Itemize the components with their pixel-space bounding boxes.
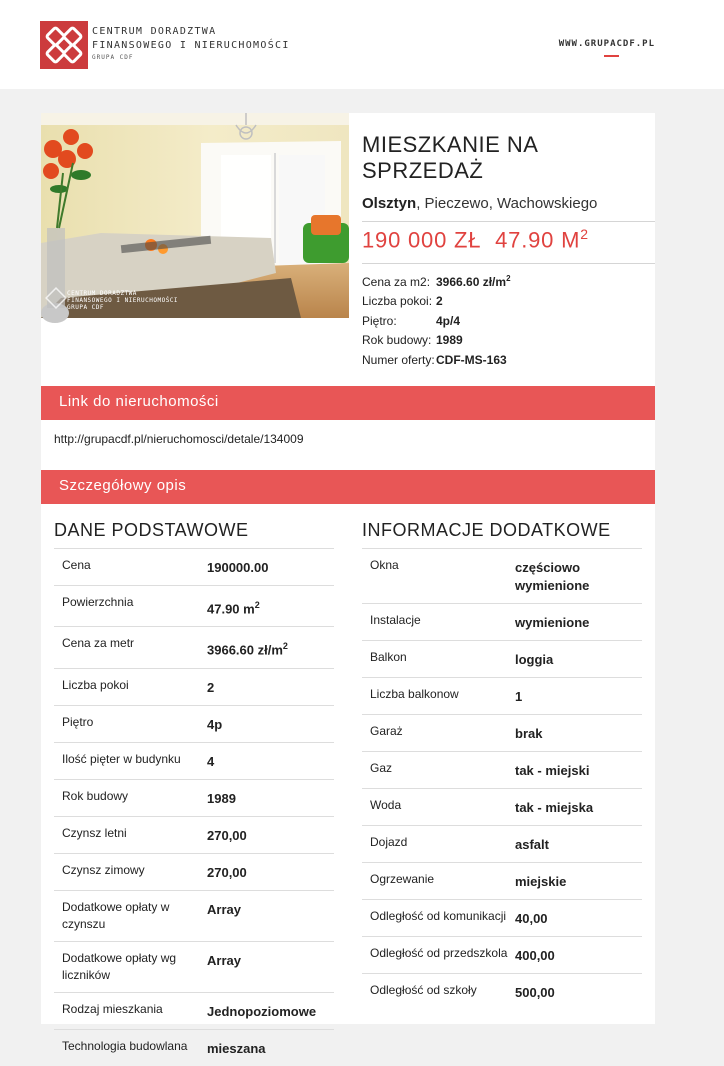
brand-name-line2: FINANSOWEGO I NIERUCHOMOŚCI bbox=[92, 40, 290, 51]
row-value: tak - miejska bbox=[515, 800, 594, 815]
fact-row bbox=[362, 311, 511, 331]
row-label: Odległość od komunikacji bbox=[370, 909, 507, 923]
fact-row bbox=[362, 331, 511, 351]
listing-location bbox=[362, 195, 597, 212]
row-value: 40,00 bbox=[515, 911, 548, 926]
listing-title-line2: SPRZEDAŻ bbox=[362, 158, 484, 183]
table-row bbox=[362, 862, 642, 899]
fact-row bbox=[362, 350, 511, 370]
listing-title bbox=[362, 132, 642, 184]
row-value: loggia bbox=[515, 652, 554, 667]
row-value: Array bbox=[207, 901, 241, 917]
row-value: asfalt bbox=[515, 837, 549, 852]
row-value: tak - miejski bbox=[515, 763, 590, 778]
location-district: , Pieczewo, Wachowskiego bbox=[416, 195, 598, 212]
row-label: Dodatkowe opłaty w czynszu bbox=[62, 899, 170, 931]
extra-info-table bbox=[362, 548, 642, 1010]
photo-watermark-line3: GRUPA CDF bbox=[67, 304, 105, 311]
row-value: 270,00 bbox=[207, 827, 247, 843]
link-section-heading: Link do nieruchomości bbox=[41, 386, 655, 420]
table-row bbox=[54, 816, 334, 853]
row-value: 1989 bbox=[207, 790, 236, 806]
divider bbox=[362, 263, 655, 264]
table-row bbox=[362, 899, 642, 936]
property-url-link[interactable]: http://grupacdf.pl/nieruchomosci/detale/134009 bbox=[54, 432, 304, 446]
fact-row bbox=[362, 292, 511, 312]
row-value: 400,00 bbox=[515, 948, 555, 963]
table-row bbox=[362, 788, 642, 825]
table-row bbox=[362, 714, 642, 751]
row-value: 3966.60 $zł/m^2$ bbox=[207, 641, 288, 658]
company-logo[interactable] bbox=[40, 21, 88, 69]
table-row bbox=[54, 1029, 334, 1066]
row-label: Instalacje bbox=[370, 613, 421, 627]
table-row bbox=[362, 603, 642, 640]
row-value: wymienione bbox=[515, 615, 590, 630]
row-label: Piętro bbox=[62, 714, 94, 729]
fact-value: CDF-MS-163 bbox=[436, 352, 507, 367]
website-link[interactable]: WWW.GRUPACDF.PL bbox=[558, 39, 655, 49]
row-value: 1 bbox=[515, 689, 523, 704]
row-label: Gaz bbox=[370, 761, 393, 775]
table-row bbox=[54, 626, 334, 667]
table-row bbox=[54, 890, 334, 941]
quick-facts bbox=[362, 272, 511, 370]
divider bbox=[362, 221, 655, 222]
location-city: Olsztyn bbox=[362, 195, 417, 212]
extra-info-heading: INFORMACJE DODATKOWE bbox=[362, 520, 611, 540]
row-label: Liczba balkonow bbox=[370, 687, 459, 701]
table-row bbox=[54, 853, 334, 890]
table-row bbox=[54, 941, 334, 992]
row-label: Czynsz letni bbox=[62, 825, 127, 840]
row-value: 500,00 bbox=[515, 985, 555, 1000]
table-row bbox=[54, 742, 334, 779]
row-label: Woda bbox=[370, 798, 402, 812]
row-value: 4 bbox=[207, 753, 215, 769]
row-label: Ogrzewanie bbox=[370, 872, 435, 886]
photo-watermark-line2: FINANSOWEGO I NIERUCHOMOŚCI bbox=[67, 297, 179, 304]
fact-value: 2 bbox=[436, 294, 443, 309]
row-label: Odległość od przedszkola bbox=[370, 946, 508, 960]
listing-card bbox=[41, 113, 655, 1056]
property-photo[interactable] bbox=[41, 113, 349, 318]
price-line bbox=[362, 226, 589, 253]
fact-label: Piętro: bbox=[362, 313, 397, 328]
logo-knot-icon bbox=[40, 21, 88, 69]
row-label: Odległość od szkoły bbox=[370, 983, 477, 997]
table-row bbox=[54, 668, 334, 705]
fact-label: Cena za m2: bbox=[362, 274, 431, 289]
row-value: brak bbox=[515, 726, 543, 741]
row-value: miejskie bbox=[515, 874, 567, 889]
page-header bbox=[0, 0, 724, 89]
table-row bbox=[54, 992, 334, 1029]
fact-value: 3966.60 $zł/m^2$ bbox=[436, 274, 511, 290]
description-section-heading: Szczegółowy opis bbox=[41, 470, 655, 504]
table-row bbox=[362, 973, 642, 1010]
row-label: Cena bbox=[62, 558, 91, 572]
row-label: Okna bbox=[370, 558, 399, 572]
row-value: Array bbox=[207, 952, 241, 968]
row-label: Rok budowy bbox=[62, 788, 129, 803]
row-value: 4p bbox=[207, 716, 223, 732]
website-underline bbox=[604, 55, 619, 57]
row-value: Jednopoziomowe bbox=[207, 1003, 317, 1019]
table-row bbox=[54, 705, 334, 742]
table-row bbox=[362, 936, 642, 973]
row-label: Liczba pokoi bbox=[62, 677, 129, 692]
row-value: 47.90 $m^2$ bbox=[207, 600, 260, 617]
basic-data-heading: DANE PODSTAWOWE bbox=[54, 520, 249, 540]
row-label: Garaż bbox=[370, 724, 403, 738]
row-label: Rodzaj mieszkania bbox=[62, 1001, 163, 1016]
row-label: Balkon bbox=[370, 650, 407, 664]
photo-watermark-line1: CENTRUM DORADZTWA bbox=[67, 290, 137, 297]
row-label: Dodatkowe opłaty wg liczników bbox=[62, 950, 177, 982]
table-row bbox=[362, 825, 642, 862]
brand-subline: GRUPA CDF bbox=[92, 54, 134, 61]
row-label: Technologia budowlana bbox=[62, 1038, 188, 1053]
row-value: 270,00 bbox=[207, 864, 247, 880]
fact-label: Numer oferty: bbox=[362, 352, 435, 367]
row-value: 190000.00 bbox=[207, 560, 269, 575]
basic-data-table bbox=[54, 548, 334, 1066]
table-row bbox=[54, 779, 334, 816]
row-label: Dojazd bbox=[370, 835, 408, 849]
table-row bbox=[362, 751, 642, 788]
row-label: Czynsz zimowy bbox=[62, 862, 145, 877]
area-superscript: 2 bbox=[580, 226, 589, 242]
table-row bbox=[362, 677, 642, 714]
fact-row bbox=[362, 272, 511, 292]
fact-value: 1989 bbox=[436, 333, 463, 348]
row-label: Powierzchnia bbox=[62, 595, 134, 609]
brand-name-line1: CENTRUM DORADZTWA bbox=[92, 26, 217, 37]
table-row bbox=[362, 640, 642, 677]
row-value: częściowo wymienione bbox=[515, 560, 590, 593]
row-value: 2 bbox=[207, 679, 215, 695]
table-row bbox=[54, 548, 334, 585]
row-label: Ilość pięter w budynku bbox=[62, 751, 181, 766]
row-label: Cena za metr bbox=[62, 636, 135, 651]
row-value: mieszana bbox=[207, 1040, 266, 1056]
fact-value: 4p/4 bbox=[436, 313, 461, 328]
table-row bbox=[54, 585, 334, 626]
price-value: 190 000 ZŁ bbox=[362, 227, 482, 253]
area-value: 47.90 M bbox=[495, 227, 581, 253]
fact-label: Liczba pokoi: bbox=[362, 294, 433, 309]
fact-label: Rok budowy: bbox=[362, 333, 432, 348]
table-row bbox=[362, 548, 642, 603]
listing-title-line1: MIESZKANIE NA bbox=[362, 132, 539, 157]
